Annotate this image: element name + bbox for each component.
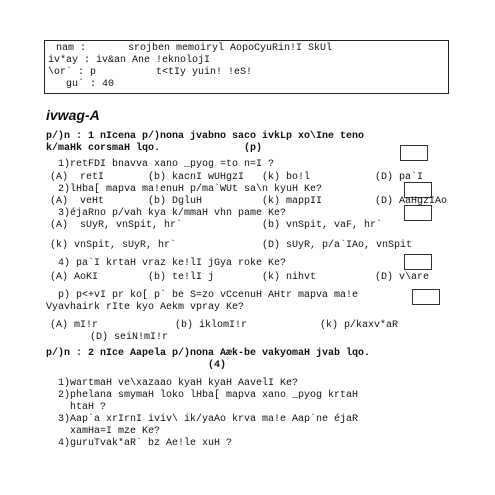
q2-item-4: 4)guruTvak*aR` bz Ae!le xuH ? [58,438,233,449]
q1-item-1-option-d: (D) pa`I [375,172,424,183]
q1-item-5-option-a: (A) mI!r [50,320,99,331]
q1-item-3-question: 3)éjaRno p/vah kya k/mmaH vhn pame Ke? [58,208,287,219]
q1-item-3-option-b: (b) vnSpit, vaF, hr` [262,220,383,231]
q1-item-5-option-c: (k) p/kaxv*aR [320,320,399,331]
q1-item-2-question: 2)lHba[ mapva ma!enuH p/ma`WUt sa\n kyuH Ke? [58,184,323,195]
q1-item-2-option-d: (D) AaHgzIAo [375,196,448,207]
question-1-heading-line2: k/maHk corsmaH lqo. (p) [46,143,263,154]
q1-item-5-question-line1: p) p<+vI pr ko[ p` be S=zo vCcenuH AHtr mapva ma!e [58,290,359,301]
q1-item-4-option-d: (D) v\are [375,272,430,283]
answer-box[interactable] [404,254,432,270]
q1-item-4-option-a: (A) AoKI [50,272,99,283]
answer-box[interactable] [400,145,428,161]
q1-item-2-option-a: (A) veHt [50,196,105,207]
q1-item-1-option-b: (b) kacnI wUHgzI [148,172,245,183]
header-marks: gu` : 40 [48,79,115,90]
header-subject: iv*ay : iv&an Ane !eknolojI [48,55,211,66]
q1-item-1-option-a: (A) retI [50,172,105,183]
q2-item-2-line1: 2)phelana smymaH loko lHba[ mapva xano _pyog krtaH [58,390,359,401]
q1-item-1-question: 1)retFDI bnavva xano _pyog =to n=I ? [58,159,275,170]
header-name-school: nam : srojben memoiryl AopoCyuRin!I SkUl [56,43,333,54]
q2-item-3-line1: 3)Aap`a xrIrnI iviv\ ik/yaAo krva ma!e Aap`ne éjaR [58,414,359,425]
q2-item-1: 1)wartmaH ve\xazaao kyaH kyaH AavelI Ke? [58,378,299,389]
answer-box[interactable] [404,205,432,221]
section-title: ivwag-A [46,107,100,123]
q1-item-3-option-a: (A) sUyR, vnSpit, hr` [50,220,183,231]
question-2-heading: p/)n : 2 nIce Aapela p/)nona Aæk-be vakyomaH jvab lqo. [46,348,371,359]
q1-item-5-option-d: (D) seiN!mI!r [90,332,169,343]
q1-item-2-option-b: (b) DgluH [148,196,203,207]
q1-item-4-option-b: (b) te!lI j [148,272,215,283]
answer-box[interactable] [412,289,440,305]
q1-item-3-option-c: (k) vnSpit, sUyR, hr` [50,240,177,251]
q1-item-4-question: 4) pa`I krtaH vraz ke!lI jGya roke Ke? [58,258,287,269]
q1-item-5-option-b: (b) iklomI!r [175,320,248,331]
question-2-marks: (4) [208,360,227,371]
q2-item-2-line2: htaH ? [58,402,107,413]
q1-item-3-option-d: (D) sUyR, p/a`IAo, vnSpit [262,240,413,251]
header-standard-exam: \or` : p t<tIy yuin! !eS! [48,67,253,78]
q1-item-2-option-c: (k) mappII [262,196,323,207]
q1-item-4-option-c: (k) nihvt [262,272,317,283]
q2-item-3-line2: xamHa=I mze Ke? [58,426,161,437]
question-1-heading-line1: p/)n : 1 nIcena p/)nona jvabno saco ivkLp xo\Ine teno [46,131,365,142]
q1-item-1-option-c: (k) bo!l [262,172,311,183]
q1-item-5-question-line2: Vyavhairk rIte kyo Aekm vpray Ke? [46,302,245,313]
